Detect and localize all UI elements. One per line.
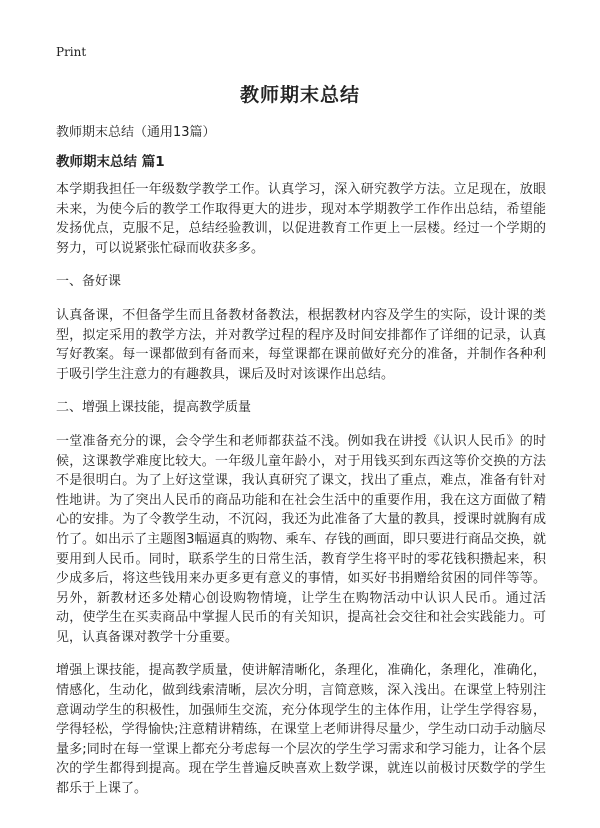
paragraph-intro: 本学期我担任一年级数学教学工作。认真学习，深入研究教学方法。立足现在，放眼未来，为使今后的教学工作取得更大的进步，现对本学期教学工作作出总结，希望能发扬优点，克服不足，总结经验教训，以促进教育工作更上一层楼。经过一个学期的努力，可以说紧张忙碌而收获多多。 (56, 182, 546, 256)
paragraph-prepare: 认真备课，不但备学生而且备教材备教法，根据教材内容及学生的实际，设计课的类型，拟定采用的教学方法，并对教学过程的程序及时间安排都作了详细的记录，认真写好教案。每一课都做到有备而来，每堂课都在课前做好充分的准备，并制作各种利于吸引学生注意力的有趣教具，课后及时对该课作出总结。 (56, 307, 546, 382)
paragraph-skills: 增强上课技能，提高教学质量，使讲解清晰化，条理化，准确化，条理化，准确化，情感化，生动化，做到线索清晰，层次分明，言简意赅，深入浅出。在课堂上特别注意调动学生的积极性，加强师生交流，充分体现学生的主体作用，让学生学得容易，学得轻松，学得愉快;注意精讲精练，在课堂上老师讲得尽量少，学生动口动手动脑尽量多;同时在每一堂课上都充分考虑每一个层次的学生学习需求和学习能力，让各个层次的学生都得到提高。现在学生普遍反映喜欢上数学课，就连以前极讨厌数学的学生都乐于上课了。 (56, 663, 546, 797)
section-heading-prepare: 一、备好课 (56, 274, 122, 290)
article-body (56, 180, 546, 813)
page-title: 教师期末总结 (239, 84, 360, 106)
paragraph-example: 一堂准备充分的课，会令学生和老师都获益不浅。例如我在讲授《认识人民币》的时候，这课教学难度比较大。一年级儿童年龄小，对于用钱买到东西这等价交换的方法不是很明白。为了上好这堂课，我认真研究了课文，找出了重点，难点，准备有针对性地讲。为了突出人民币的商品功能和在社会生活中的重要作用，我在这方面做了精心的安排。为了令教学生动，不沉闷，我还为此准备了大量的教具，授课时就胸有成竹了。如出示了主题图3幅逼真的购物、乘车、存钱的画面，即只要进行商品交换，就要用到人民币。同时，联系学生的日常生活，教育学生将平时的零花钱积攒起来，积少成多后，将这些钱用来办更多更有意义的事情，如买好书捐赠给贫困的同伴等等。另外，新教材还多处精心创设购物情境，让学生在购物活动中认识人民币。通过活动，使学生在买卖商品中掌握人民币的有关知识，提高社会交往和社会实践能力。可见，认真备课对教学十分重要。 (56, 433, 546, 645)
section-heading-skills: 二、增强上课技能，提高教学质量 (56, 400, 252, 416)
article-heading: 教师期末总结 篇1 (56, 154, 165, 170)
print-link[interactable]: Print (56, 45, 87, 59)
document-subtitle: 教师期末总结（通用13篇） (56, 125, 216, 140)
